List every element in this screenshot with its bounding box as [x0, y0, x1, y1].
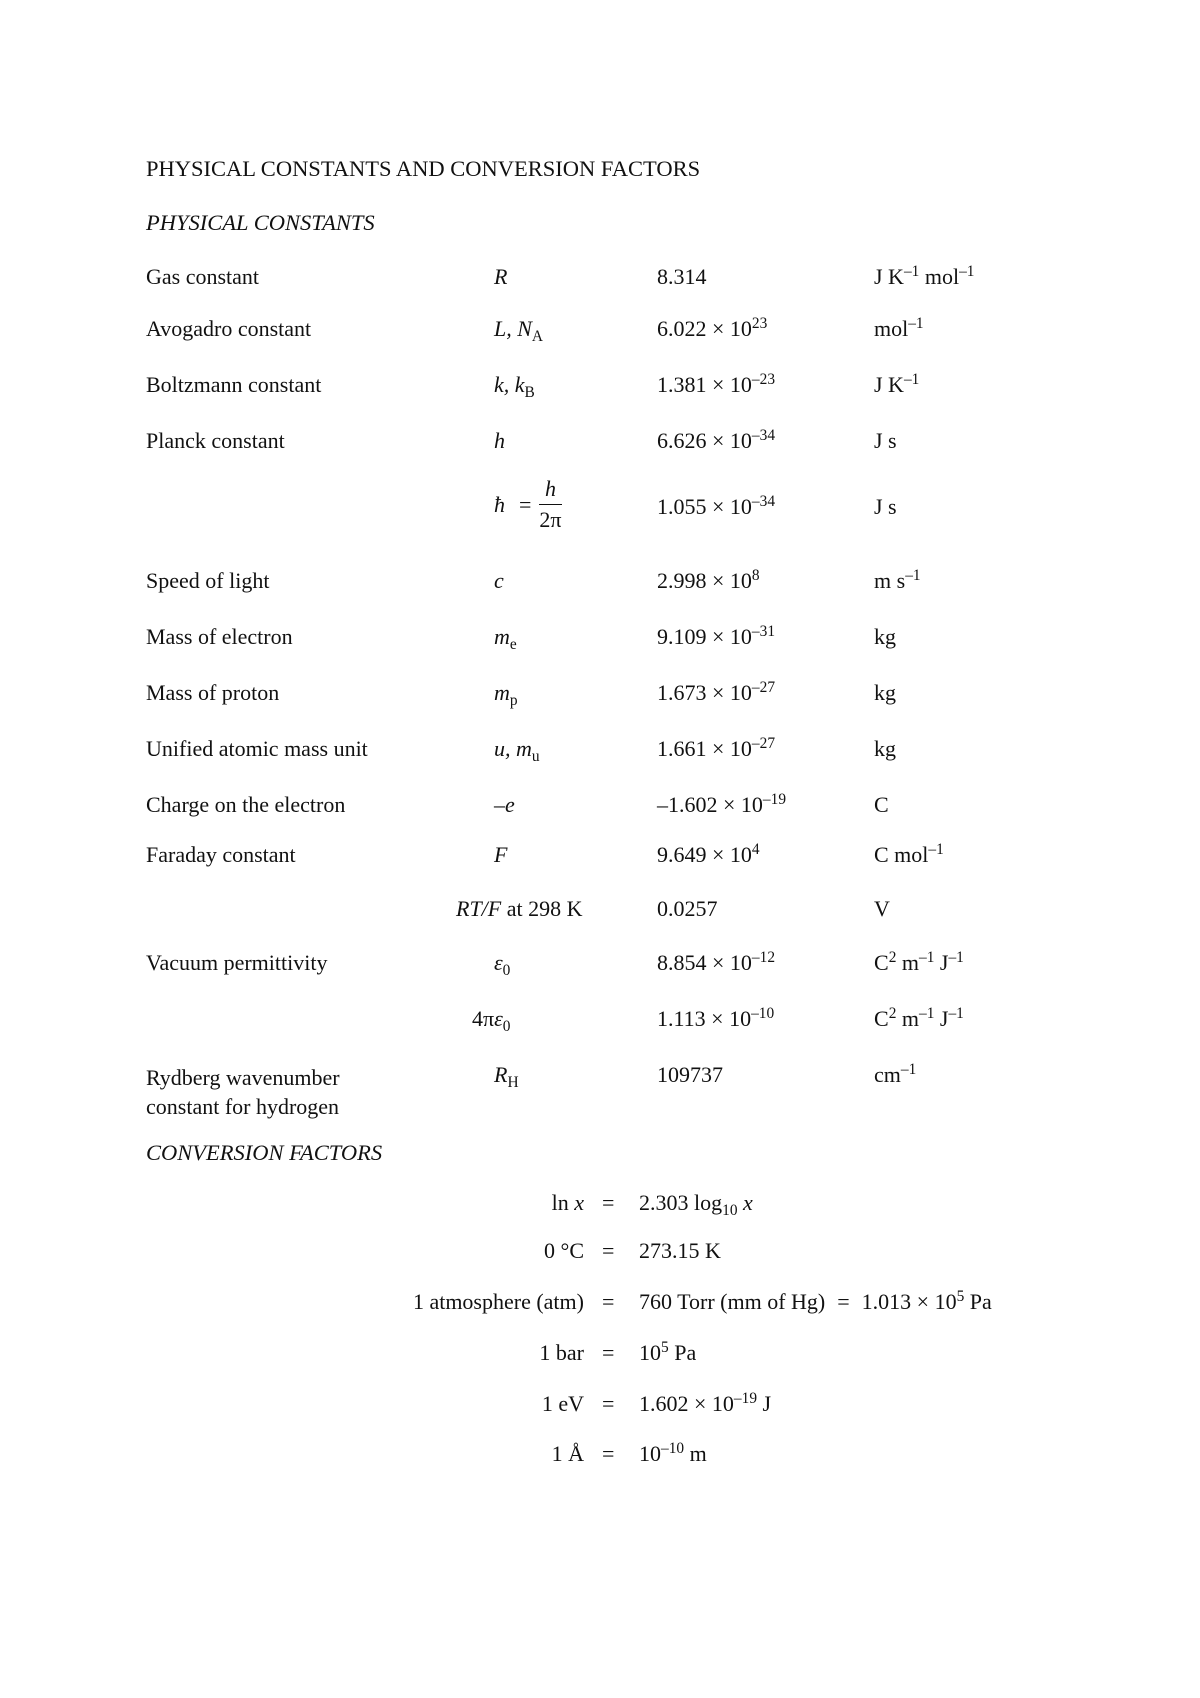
constant-value: 0.0257	[657, 896, 718, 921]
constant-symbol: $m_e$	[494, 624, 517, 653]
equals-sign: =	[602, 1441, 615, 1466]
constant-symbol: c	[494, 568, 504, 593]
constant-row-hbar	[0, 478, 1200, 538]
constant-name: Faraday constant	[146, 842, 296, 867]
equals-sign: =	[602, 1238, 615, 1263]
constant-row-boltzmann	[0, 370, 1200, 404]
constant-name: Gas constant	[146, 264, 260, 289]
constant-symbol: R	[494, 264, 508, 289]
constant-value: $8.854 \times 10^{-12}$	[657, 948, 776, 975]
constant-symbol: u, $m_u$	[494, 736, 540, 765]
constant-row-avogadro	[0, 314, 1200, 348]
conversion-rhs: $1.602 \times 10^{-19}$ J	[639, 1389, 772, 1416]
conversion-rhs: 760 Torr (mm of $Hg) = 1.013 \times 10^5$ Pa	[639, 1287, 992, 1314]
constant-symbol: L, $N_A$	[494, 316, 544, 345]
constant-value: $1.055 \times 10^{-34}$	[657, 492, 776, 519]
conversion-row-bar	[0, 1338, 1200, 1372]
constant-unit: C	[874, 792, 889, 817]
constant-symbol: $R_H$	[494, 1062, 519, 1091]
constant-value: $1.673 \times 10^{-27}$	[657, 678, 776, 705]
constant-value: 109737	[657, 1062, 723, 1087]
conversion-row-celsius	[0, 1240, 1200, 1270]
constant-name: Charge on the electron	[146, 792, 346, 817]
constant-name: Mass of proton	[146, 680, 280, 705]
conversion-lhs: 0 °C	[544, 1238, 584, 1263]
constant-symbol: k, $k_B$	[494, 372, 535, 401]
fraction-h-over-2pi: $\frac{h}{2\pi}$	[539, 476, 562, 532]
document-title: PHYSICAL CONSTANTS AND CONVERSION FACTORS	[146, 156, 701, 181]
constant-row-speed-of-light	[0, 566, 1200, 600]
constant-row-electron-charge	[0, 790, 1200, 824]
constant-unit: kg	[874, 624, 896, 649]
equals-sign: =	[602, 1289, 615, 1314]
constant-value: $9.649 \times 10^4$	[657, 840, 760, 867]
physical-constants-heading: PHYSICAL CONSTANTS	[146, 210, 375, 235]
conversion-lhs: 1 atmosphere (atm)	[412, 1289, 584, 1314]
constant-unit: kg	[874, 736, 896, 761]
conversion-rhs: 2.303 $\log_{10} x$	[639, 1190, 753, 1219]
constant-symbol: $\varepsilon_0$	[494, 950, 511, 979]
constant-value: $6.022 \times 10^{23}$	[657, 314, 768, 341]
constant-unit: m $s^{-1}$	[874, 566, 921, 593]
constant-name: Planck constant	[146, 428, 285, 453]
conversion-rhs: $10^5$ Pa	[639, 1338, 697, 1365]
constant-value: $6.626 \times 10^{-34}$	[657, 426, 776, 453]
constant-unit: J s	[874, 428, 897, 453]
constant-row-mass-electron	[0, 622, 1200, 656]
constant-row-mass-proton	[0, 678, 1200, 712]
constant-value: 8.314	[657, 264, 707, 289]
conversion-row-atmosphere	[0, 1287, 1200, 1321]
constant-symbol: ħ = $\frac{h}{2\pi}$	[494, 476, 562, 532]
constant-symbol: h	[494, 428, 505, 453]
constant-name: Boltzmann constant	[146, 372, 322, 397]
constant-unit: mol$^{-1}$	[874, 314, 924, 341]
equals-sign: =	[602, 1190, 615, 1215]
constant-value: $2.998 \times 10^8$	[657, 566, 760, 593]
constant-symbol: $4\pi\varepsilon_0$	[472, 1006, 511, 1035]
constant-value: $-1.602 \times 10^{-19}$	[657, 790, 787, 817]
conversion-lhs: 1 bar	[539, 1340, 584, 1365]
constant-unit: V	[874, 896, 890, 921]
conversion-lhs: ln x	[551, 1190, 584, 1215]
constant-unit: J $K^{-1}$ mol$^{-1}$	[874, 262, 975, 289]
constant-row-4pi-epsilon0	[0, 1004, 1200, 1038]
conversion-row-angstrom	[0, 1439, 1200, 1473]
constant-value: $1.661 \times 10^{-27}$	[657, 734, 776, 761]
constant-unit: J $K^{-1}$	[874, 370, 920, 397]
constant-row-faraday	[0, 840, 1200, 874]
conversion-row-ln	[0, 1192, 1200, 1222]
constant-row-planck	[0, 426, 1200, 460]
constant-symbol: –e	[494, 792, 515, 817]
constant-unit: $C^2$ $m^{-1}$ $J^{-1}$	[874, 948, 964, 975]
constant-symbol: F	[494, 842, 508, 867]
conversion-rhs: 273.15 K	[639, 1238, 721, 1263]
constant-row-rydberg	[0, 1060, 1200, 1124]
constant-name: Vacuum permittivity	[146, 950, 328, 975]
constant-unit: kg	[874, 680, 896, 705]
constant-unit: $cm^{-1}$	[874, 1060, 917, 1087]
constant-unit: C mol$^{-1}$	[874, 840, 944, 867]
constant-name: Speed of light	[146, 568, 270, 593]
constant-symbol: RT/F at 298 K	[456, 896, 583, 921]
constant-name: Avogadro constant	[146, 316, 312, 341]
constant-symbol: $m_p$	[494, 680, 518, 709]
constant-name: Mass of electron	[146, 624, 293, 649]
equals-sign: =	[602, 1340, 615, 1365]
constant-row-vacuum-permittivity	[0, 948, 1200, 982]
conversion-lhs: 1 eV	[541, 1391, 584, 1416]
constant-value: $9.109 \times 10^{-31}$	[657, 622, 776, 649]
conversion-factors-heading: CONVERSION FACTORS	[146, 1140, 383, 1165]
equals-sign: =	[602, 1391, 615, 1416]
conversion-row-ev	[0, 1389, 1200, 1423]
conversion-lhs: 1 Å	[551, 1441, 584, 1466]
constant-name: Unified atomic mass unit	[146, 736, 368, 761]
constant-unit: J s	[874, 494, 897, 519]
constant-row-gas	[0, 262, 1200, 296]
constant-unit: $C^2$ $m^{-1}$ $J^{-1}$	[874, 1004, 964, 1031]
constant-row-rt-over-f	[0, 898, 1200, 928]
conversion-rhs: $10^{-10}$ m	[639, 1439, 707, 1466]
constant-value: $1.113 \times 10^{-10}$	[657, 1004, 775, 1031]
constant-name: Rydberg wavenumber constant for hydrogen	[146, 1065, 340, 1119]
constant-row-atomic-mass-unit	[0, 734, 1200, 768]
constant-value: $1.381 \times 10^{-23}$	[657, 370, 776, 397]
